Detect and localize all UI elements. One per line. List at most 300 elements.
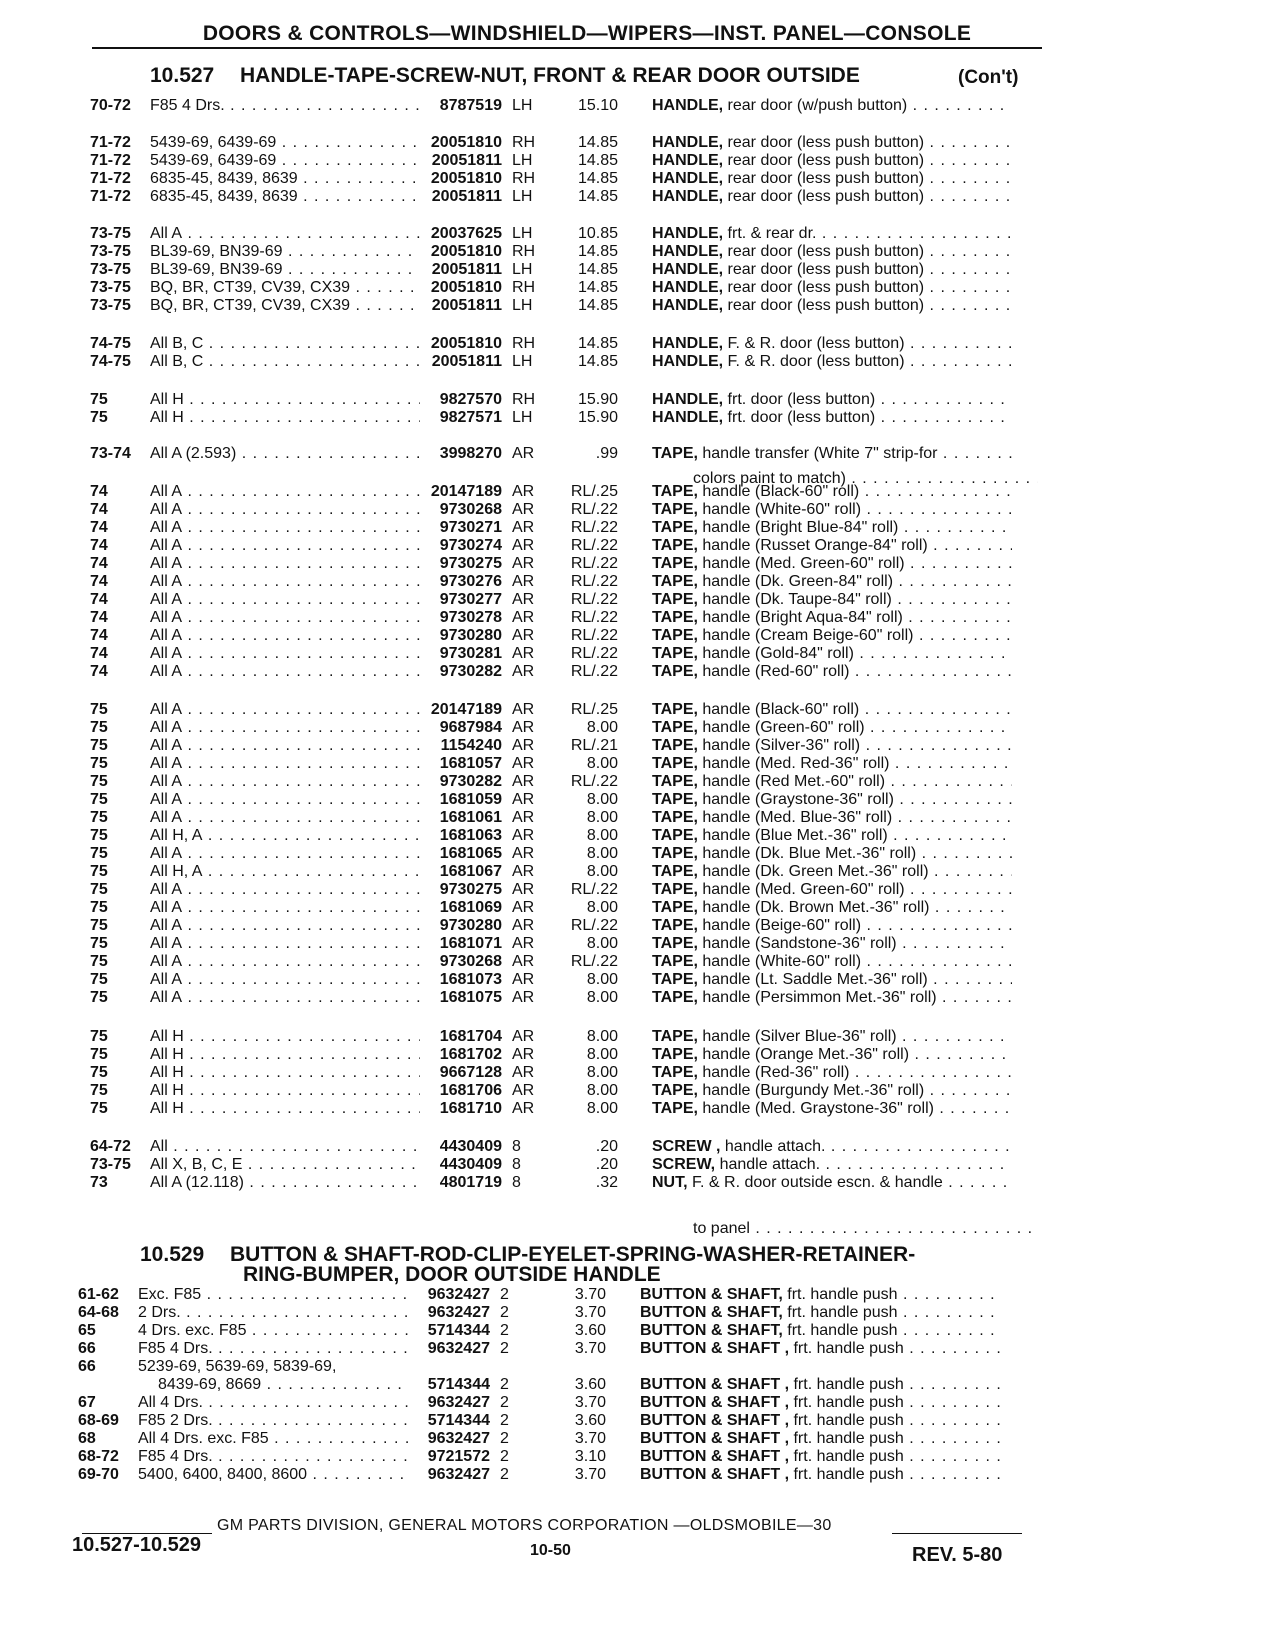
application-cell: BQ, BR, CT39, CV39, CX39 . . . [150, 279, 420, 297]
quantity-cell: AR [512, 1028, 535, 1045]
description-keyword: HANDLE, [652, 170, 724, 187]
description-cell [652, 409, 1012, 427]
year-cell: 75 [90, 755, 108, 772]
table-row [90, 97, 1040, 115]
quantity-cell: RH [512, 335, 536, 352]
table-row [90, 917, 1040, 935]
part-number-cell: 1681702 [439, 1046, 502, 1063]
quantity-cell: AR [512, 881, 535, 898]
table-row [90, 409, 1040, 427]
year-cell: 75 [90, 701, 108, 718]
quantity-cell: RH [512, 134, 536, 151]
page-header-rule [92, 47, 1042, 49]
description-keyword: TAPE, [652, 899, 698, 916]
part-number-cell: 8787519 [439, 97, 502, 114]
price-cell: 14.85 [577, 261, 618, 278]
table-row [78, 1340, 1028, 1358]
quantity-cell: RH [512, 243, 536, 260]
section-number: 10.529 [140, 1243, 205, 1266]
table-row [90, 609, 1040, 627]
quantity-cell: LH [512, 297, 533, 314]
table-row [90, 225, 1040, 243]
description-keyword: BUTTON & SHAFT , [640, 1376, 790, 1393]
price-cell: 3.60 [574, 1376, 606, 1393]
description-text: handle (Bright Blue-84" roll) [697, 519, 899, 536]
part-number-cell: 1681704 [439, 1028, 502, 1045]
description-text: handle (Gold-84" roll) [697, 645, 854, 662]
part-number-cell: 9730268 [439, 953, 502, 970]
year-cell: 71-72 [90, 134, 131, 151]
quantity-cell: LH [512, 353, 533, 370]
description-keyword: HANDLE, [652, 279, 724, 296]
application-cell: All A . . . [150, 989, 420, 1007]
table-row [90, 863, 1040, 881]
description-cell [652, 1174, 1012, 1192]
quantity-cell: LH [512, 261, 533, 278]
application-cell: 6835-45, 8439, 8639 . . . [150, 188, 420, 206]
description-cell [652, 917, 1012, 935]
table-row [78, 1412, 1028, 1430]
price-cell: 8.00 [586, 899, 618, 916]
price-cell: 8.00 [586, 1100, 618, 1117]
quantity-cell: RH [512, 279, 536, 296]
description-text: rear door (less push button) [723, 297, 925, 314]
price-cell: 3.70 [574, 1286, 606, 1303]
table-row [90, 353, 1040, 371]
footer-corporation: GM PARTS DIVISION, GENERAL MOTORS CORPORATION —OLDSMOBILE—30 [217, 1517, 832, 1534]
quantity-cell: AR [512, 1064, 535, 1081]
description-cell [652, 519, 1012, 537]
description-keyword: TAPE, [652, 935, 698, 952]
description-cell [652, 1138, 1012, 1156]
price-cell: RL/.22 [570, 537, 618, 554]
year-cell: 61-62 [78, 1286, 119, 1303]
year-cell: 73-75 [90, 243, 131, 260]
description-text: handle (Blue Met.-36" roll) [697, 827, 888, 844]
price-cell: 14.85 [577, 243, 618, 260]
price-cell: 14.85 [577, 152, 618, 169]
price-cell: RL/.25 [570, 701, 618, 718]
description-keyword: TAPE, [652, 701, 698, 718]
description-keyword: BUTTON & SHAFT, [640, 1322, 783, 1339]
year-cell: 75 [90, 1064, 108, 1081]
description-cell [640, 1448, 1000, 1466]
quantity-cell: 2 [500, 1322, 509, 1339]
application-cell: 8439-69, 8669 . . . [158, 1376, 408, 1394]
table-row [90, 627, 1040, 645]
application-cell: All A . . . [150, 971, 420, 989]
table-row [90, 645, 1040, 663]
year-cell: 74 [90, 609, 108, 626]
year-cell: 74 [90, 591, 108, 608]
application-cell: All X, B, C, E . . . [150, 1156, 420, 1174]
description-cell [652, 445, 1012, 463]
part-number-cell: 20147189 [430, 483, 502, 500]
description-cell [640, 1322, 1000, 1340]
application-cell: Exc. F85 . . . [138, 1286, 408, 1304]
table-row [90, 737, 1040, 755]
application-cell: All A . . . [150, 881, 420, 899]
description-text: handle (Cream Beige-60" roll) [697, 627, 914, 644]
year-cell: 75 [90, 391, 108, 408]
description-text: rear door (less push button) [723, 152, 925, 169]
description-cell [652, 953, 1012, 971]
application-cell: 4 Drs. exc. F85 . . . [138, 1322, 408, 1340]
description-cell [652, 1082, 1012, 1100]
description-text: handle (Bright Aqua-84" roll) [697, 609, 903, 626]
description-keyword: TAPE, [652, 1028, 698, 1045]
part-number-cell: 9667128 [439, 1064, 502, 1081]
description-text: rear door (w/push button) [723, 97, 908, 114]
year-cell: 67 [78, 1394, 96, 1411]
application-cell: F85 2 Drs. . . . [138, 1412, 408, 1430]
price-cell: 8.00 [586, 1046, 618, 1063]
table-row [90, 591, 1040, 609]
part-number-cell: 9687984 [439, 719, 502, 736]
description-text: frt. handle push [789, 1376, 904, 1393]
year-cell: 69-70 [78, 1466, 119, 1483]
description-cell [640, 1430, 1000, 1448]
table-row [78, 1466, 1028, 1484]
part-number-cell: 1681063 [439, 827, 502, 844]
application-cell: All A . . . [150, 737, 420, 755]
table-row [78, 1286, 1028, 1304]
year-cell: 64-68 [78, 1304, 119, 1321]
price-cell: 14.85 [577, 188, 618, 205]
description-keyword: TAPE, [652, 627, 698, 644]
part-number-cell: 5714344 [427, 1322, 490, 1339]
description-keyword: TAPE, [652, 827, 698, 844]
year-cell: 65 [78, 1322, 96, 1339]
price-cell: 10.85 [577, 225, 618, 242]
part-number-cell: 9730282 [439, 773, 502, 790]
description-cell [652, 773, 1012, 791]
part-number-cell: 4430409 [439, 1156, 502, 1173]
price-cell: 3.60 [574, 1322, 606, 1339]
quantity-cell: 2 [500, 1286, 509, 1303]
description-text: rear door (less push button) [723, 134, 925, 151]
description-keyword: TAPE, [652, 989, 698, 1006]
description-cell [652, 573, 1012, 591]
description-cell [652, 555, 1012, 573]
description-keyword: TAPE, [652, 1046, 698, 1063]
price-cell: .20 [595, 1138, 618, 1155]
part-number-cell: 9632427 [427, 1430, 490, 1447]
application-cell: All A . . . [150, 809, 420, 827]
application-cell: All A . . . [150, 953, 420, 971]
table-row [90, 663, 1040, 681]
description-keyword: NUT, [652, 1174, 688, 1191]
description-keyword: TAPE, [652, 483, 698, 500]
year-cell: 75 [90, 863, 108, 880]
quantity-cell: AR [512, 591, 535, 608]
description-text: handle (Med. Graystone-36" roll) [697, 1100, 934, 1117]
table-row [90, 809, 1040, 827]
description-keyword: TAPE, [652, 737, 698, 754]
description-keyword: HANDLE, [652, 297, 724, 314]
year-cell: 73-74 [90, 445, 131, 462]
price-cell: 8.00 [586, 719, 618, 736]
description-text: rear door (less push button) [723, 243, 925, 260]
description-cell [652, 899, 1012, 917]
page-header [92, 22, 1042, 49]
description-keyword: BUTTON & SHAFT , [640, 1340, 790, 1357]
part-number-cell: 9730275 [439, 881, 502, 898]
year-cell: 71-72 [90, 152, 131, 169]
description-text: handle (White-60" roll) [697, 953, 862, 970]
section-title-10-529 [140, 1245, 1040, 1285]
description-text: handle (White-60" roll) [697, 501, 862, 518]
price-cell: RL/.22 [570, 501, 618, 518]
table-row [90, 755, 1040, 773]
quantity-cell: 2 [500, 1466, 509, 1483]
footer-rule-right [892, 1533, 1022, 1534]
table-row [90, 537, 1040, 555]
part-number-cell: 9730282 [439, 663, 502, 680]
part-number-cell: 9730274 [439, 537, 502, 554]
table-row [90, 555, 1040, 573]
quantity-cell: AR [512, 989, 535, 1006]
part-number-cell: 9632427 [427, 1466, 490, 1483]
quantity-cell: AR [512, 827, 535, 844]
quantity-cell: AR [512, 935, 535, 952]
application-cell: 5439-69, 6439-69 . . . [150, 134, 420, 152]
description-cell [652, 863, 1012, 881]
description-text: frt. & rear dr. [723, 225, 817, 242]
description-cell [652, 243, 1012, 261]
application-cell: All A . . . [150, 645, 420, 663]
description-text: frt. handle push [782, 1322, 898, 1339]
part-number-cell: 9730280 [439, 917, 502, 934]
description-keyword: SCREW, [652, 1156, 716, 1173]
application-cell: All H, A . . . [150, 827, 420, 845]
part-number-cell: 20051811 [431, 261, 502, 278]
table-row [90, 445, 1040, 463]
description-cell [640, 1286, 1000, 1304]
description-cell [652, 663, 1012, 681]
table-row [90, 1046, 1040, 1064]
table-row [90, 845, 1040, 863]
description-keyword: TAPE, [652, 591, 698, 608]
quantity-cell: 2 [500, 1340, 509, 1357]
description-keyword: HANDLE, [652, 188, 724, 205]
application-cell: All A . . . [150, 719, 420, 737]
year-cell: 75 [90, 899, 108, 916]
price-cell: 8.00 [586, 809, 618, 826]
price-cell: RL/.22 [570, 881, 618, 898]
description-keyword: TAPE, [652, 555, 698, 572]
part-number-cell: 1681059 [439, 791, 502, 808]
description-keyword: TAPE, [652, 863, 698, 880]
part-number-cell: 20051811 [431, 188, 502, 205]
price-cell: .20 [595, 1156, 618, 1173]
quantity-cell: RH [512, 391, 536, 408]
year-cell: 75 [90, 1046, 108, 1063]
description-cell [640, 1304, 1000, 1322]
price-cell: RL/.25 [570, 483, 618, 500]
quantity-cell: AR [512, 645, 535, 662]
part-number-cell: 9632427 [427, 1286, 490, 1303]
description-keyword: HANDLE, [652, 225, 724, 242]
page-header-title: DOORS & CONTROLS—WINDSHIELD—WIPERS—INST. PANEL—CONSOLE [202, 22, 972, 45]
quantity-cell: LH [512, 188, 533, 205]
price-cell: 8.00 [586, 1028, 618, 1045]
price-cell: 8.00 [586, 863, 618, 880]
description-cell [652, 755, 1012, 773]
application-cell: All A . . . [150, 755, 420, 773]
part-number-cell: 1681075 [439, 989, 502, 1006]
part-number-cell: 4430409 [439, 1138, 502, 1155]
year-cell: 75 [90, 791, 108, 808]
table-row [90, 1028, 1040, 1046]
quantity-cell: AR [512, 917, 535, 934]
description-text: handle (Dk. Green-84" roll) [697, 573, 894, 590]
application-cell: All A . . . [150, 935, 420, 953]
description-text: handle (Graystone-36" roll) [697, 791, 894, 808]
price-cell: RL/.22 [570, 663, 618, 680]
table-row [78, 1322, 1028, 1340]
year-cell: 74 [90, 573, 108, 590]
application-cell: All A . . . [150, 483, 420, 501]
application-cell: 6835-45, 8439, 8639 . . . [150, 170, 420, 188]
description-text: F. & R. door outside escn. & handle [687, 1174, 943, 1191]
description-text: handle (Dk. Green Met.-36" roll) [697, 863, 929, 880]
application-cell: All 4 Drs. . . . [138, 1394, 408, 1412]
quantity-cell: AR [512, 971, 535, 988]
description-cell [652, 279, 1012, 297]
description-keyword: TAPE, [652, 881, 698, 898]
price-cell: 3.70 [574, 1340, 606, 1357]
description-text: frt. handle push [789, 1412, 904, 1429]
quantity-cell: RH [512, 170, 536, 187]
part-number-cell: 9827571 [439, 409, 502, 426]
year-cell: 75 [90, 773, 108, 790]
application-cell: All A . . . [150, 225, 420, 243]
application-cell: All A . . . [150, 663, 420, 681]
description-text: frt. handle push [782, 1304, 898, 1321]
price-cell: 8.00 [586, 845, 618, 862]
quantity-cell: AR [512, 627, 535, 644]
table-row [90, 1064, 1040, 1082]
year-cell: 74 [90, 501, 108, 518]
description-text: handle (Burgundy Met.-36" roll) [697, 1082, 925, 1099]
description-text: frt. door (less button) [723, 409, 876, 426]
table-row [90, 1174, 1040, 1192]
year-cell: 73-75 [90, 279, 131, 296]
table-row [90, 953, 1040, 971]
price-cell: 8.00 [586, 1082, 618, 1099]
description-keyword: TAPE, [652, 1100, 698, 1117]
application-cell: F85 4 Drs. . . . [138, 1340, 408, 1358]
description-cell [652, 989, 1012, 1007]
application-cell: All H . . . [150, 1046, 420, 1064]
year-cell: 68 [78, 1430, 96, 1447]
application-cell: 5400, 6400, 8400, 8600 . . . [138, 1466, 408, 1484]
application-cell: All A . . . [150, 701, 420, 719]
description-text: frt. handle push [789, 1394, 904, 1411]
quantity-cell: AR [512, 737, 535, 754]
price-cell: 8.00 [586, 935, 618, 952]
part-number-cell: 9730276 [439, 573, 502, 590]
application-cell: All H . . . [150, 1082, 420, 1100]
table-row [78, 1448, 1028, 1466]
description-text: handle (Silver Blue-36" roll) [697, 1028, 897, 1045]
description-cell [652, 335, 1012, 353]
price-cell: 8.00 [586, 755, 618, 772]
description-text: handle (Silver-36" roll) [697, 737, 861, 754]
year-cell: 75 [90, 935, 108, 952]
application-cell: F85 4 Drs. . . . [150, 97, 420, 115]
description-text: frt. handle push [789, 1430, 904, 1447]
quantity-cell: 2 [500, 1412, 509, 1429]
description-keyword: BUTTON & SHAFT , [640, 1448, 790, 1465]
table-row [90, 573, 1040, 591]
description-cell [652, 809, 1012, 827]
description-text: handle attach. [715, 1156, 821, 1173]
part-number-cell: 1681073 [439, 971, 502, 988]
description-cell [652, 152, 1012, 170]
year-cell: 74 [90, 519, 108, 536]
part-number-cell: 1154240 [440, 737, 502, 754]
year-cell: 71-72 [90, 188, 131, 205]
footer-section-code: 10.527-10.529 [72, 1534, 202, 1556]
quantity-cell: 2 [500, 1448, 509, 1465]
year-cell: 75 [90, 1028, 108, 1045]
year-cell: 66 [78, 1340, 96, 1357]
price-cell: 3.60 [574, 1412, 606, 1429]
description-cell [652, 537, 1012, 555]
quantity-cell: 2 [500, 1304, 509, 1321]
quantity-cell: 8 [512, 1138, 521, 1155]
price-cell: 3.70 [574, 1304, 606, 1321]
part-number-cell: 20051811 [431, 297, 502, 314]
table-row [90, 899, 1040, 917]
description-cell [652, 297, 1012, 315]
part-number-cell: 9730278 [439, 609, 502, 626]
application-cell: BQ, BR, CT39, CV39, CX39 . . . [150, 297, 420, 315]
application-cell: All H . . . [150, 409, 420, 427]
description-cell [652, 1064, 1012, 1082]
quantity-cell: AR [512, 445, 535, 462]
year-cell: 74-75 [90, 353, 131, 370]
description-keyword: HANDLE, [652, 243, 724, 260]
description-keyword: HANDLE, [652, 134, 724, 151]
description-keyword: TAPE, [652, 917, 698, 934]
year-cell: 64-72 [90, 1138, 131, 1155]
quantity-cell: 2 [500, 1430, 509, 1447]
price-cell: 15.90 [577, 409, 618, 426]
table-row [90, 391, 1040, 409]
price-cell: RL/.21 [570, 737, 618, 754]
application-cell: All H . . . [150, 1064, 420, 1082]
description-keyword: TAPE, [652, 845, 698, 862]
description-cell [652, 1156, 1012, 1174]
application-cell: All A . . . [150, 501, 420, 519]
quantity-cell: AR [512, 573, 535, 590]
description-cell [652, 225, 1012, 243]
part-number-cell: 9721572 [427, 1448, 490, 1465]
price-cell: RL/.22 [570, 627, 618, 644]
application-cell: All A . . . [150, 555, 420, 573]
price-cell: 3.10 [574, 1448, 606, 1465]
description-keyword: TAPE, [652, 609, 698, 626]
description-keyword: HANDLE, [652, 261, 724, 278]
description-cell [640, 1376, 1000, 1394]
part-number-cell: 20051811 [431, 353, 502, 370]
part-number-cell: 5714344 [427, 1376, 490, 1393]
year-cell: 75 [90, 989, 108, 1006]
description-cell [640, 1340, 1000, 1358]
